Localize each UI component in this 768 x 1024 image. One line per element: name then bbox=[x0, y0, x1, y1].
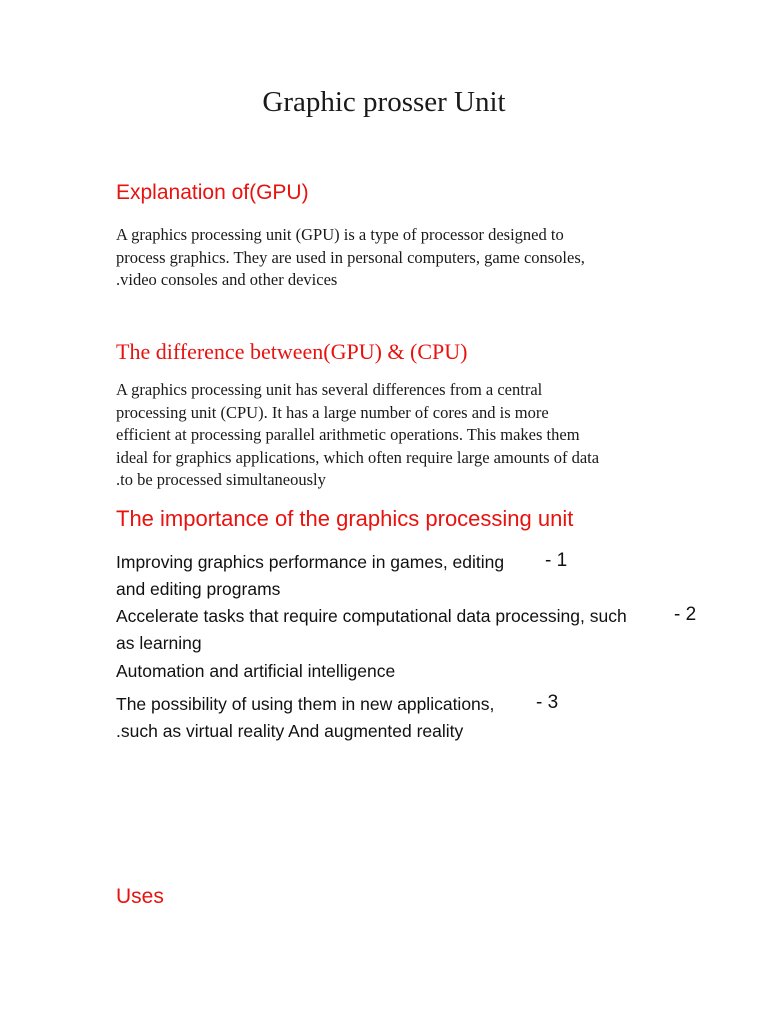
list-item-number: - 3 bbox=[536, 692, 559, 713]
paragraph-line: .to be processed simultaneously bbox=[116, 470, 326, 489]
document-title: Graphic prosser Unit bbox=[262, 86, 506, 118]
section-paragraph-difference bbox=[116, 379, 676, 492]
paragraph-line: process graphics. They are used in personal computers, game consoles, bbox=[116, 247, 585, 267]
section-heading-importance: The importance of the graphics processing unit bbox=[116, 506, 574, 531]
section-heading-difference: The difference between(GPU) & (CPU) bbox=[116, 339, 468, 364]
paragraph-line: efficient at processing parallel arithmetic operations. This makes them bbox=[116, 425, 580, 444]
list-item-number: - 1 bbox=[545, 550, 568, 571]
list-item-line: and editing programs bbox=[116, 579, 281, 599]
list-item-line: .such as virtual reality And augmented reality bbox=[116, 721, 464, 741]
section-heading-uses: Uses bbox=[116, 885, 164, 908]
list-item-line: The possibility of using them in new applications, bbox=[116, 694, 495, 714]
paragraph-line: A graphics processing unit has several differences from a central bbox=[116, 380, 543, 399]
list-item-line: as learning bbox=[116, 633, 202, 653]
list-item-number: - 2 bbox=[674, 604, 697, 625]
list-item-line: Automation and artificial intelligence bbox=[116, 661, 396, 681]
paragraph-line: ideal for graphics applications, which often require large amounts of data bbox=[116, 447, 600, 467]
paragraph-line: processing unit (CPU). It has a large number of cores and is more bbox=[116, 402, 549, 422]
section-paragraph-explanation bbox=[116, 224, 676, 292]
list-item-line: Accelerate tasks that require computational data processing, such bbox=[116, 606, 627, 626]
paragraph-line: .video consoles and other devices bbox=[116, 270, 338, 289]
paragraph-line: A graphics processing unit (GPU) is a type of processor designed to bbox=[116, 225, 564, 244]
list-item-line: Improving graphics performance in games, editing bbox=[116, 552, 505, 572]
section-heading-explanation: Explanation of(GPU) bbox=[116, 181, 309, 204]
